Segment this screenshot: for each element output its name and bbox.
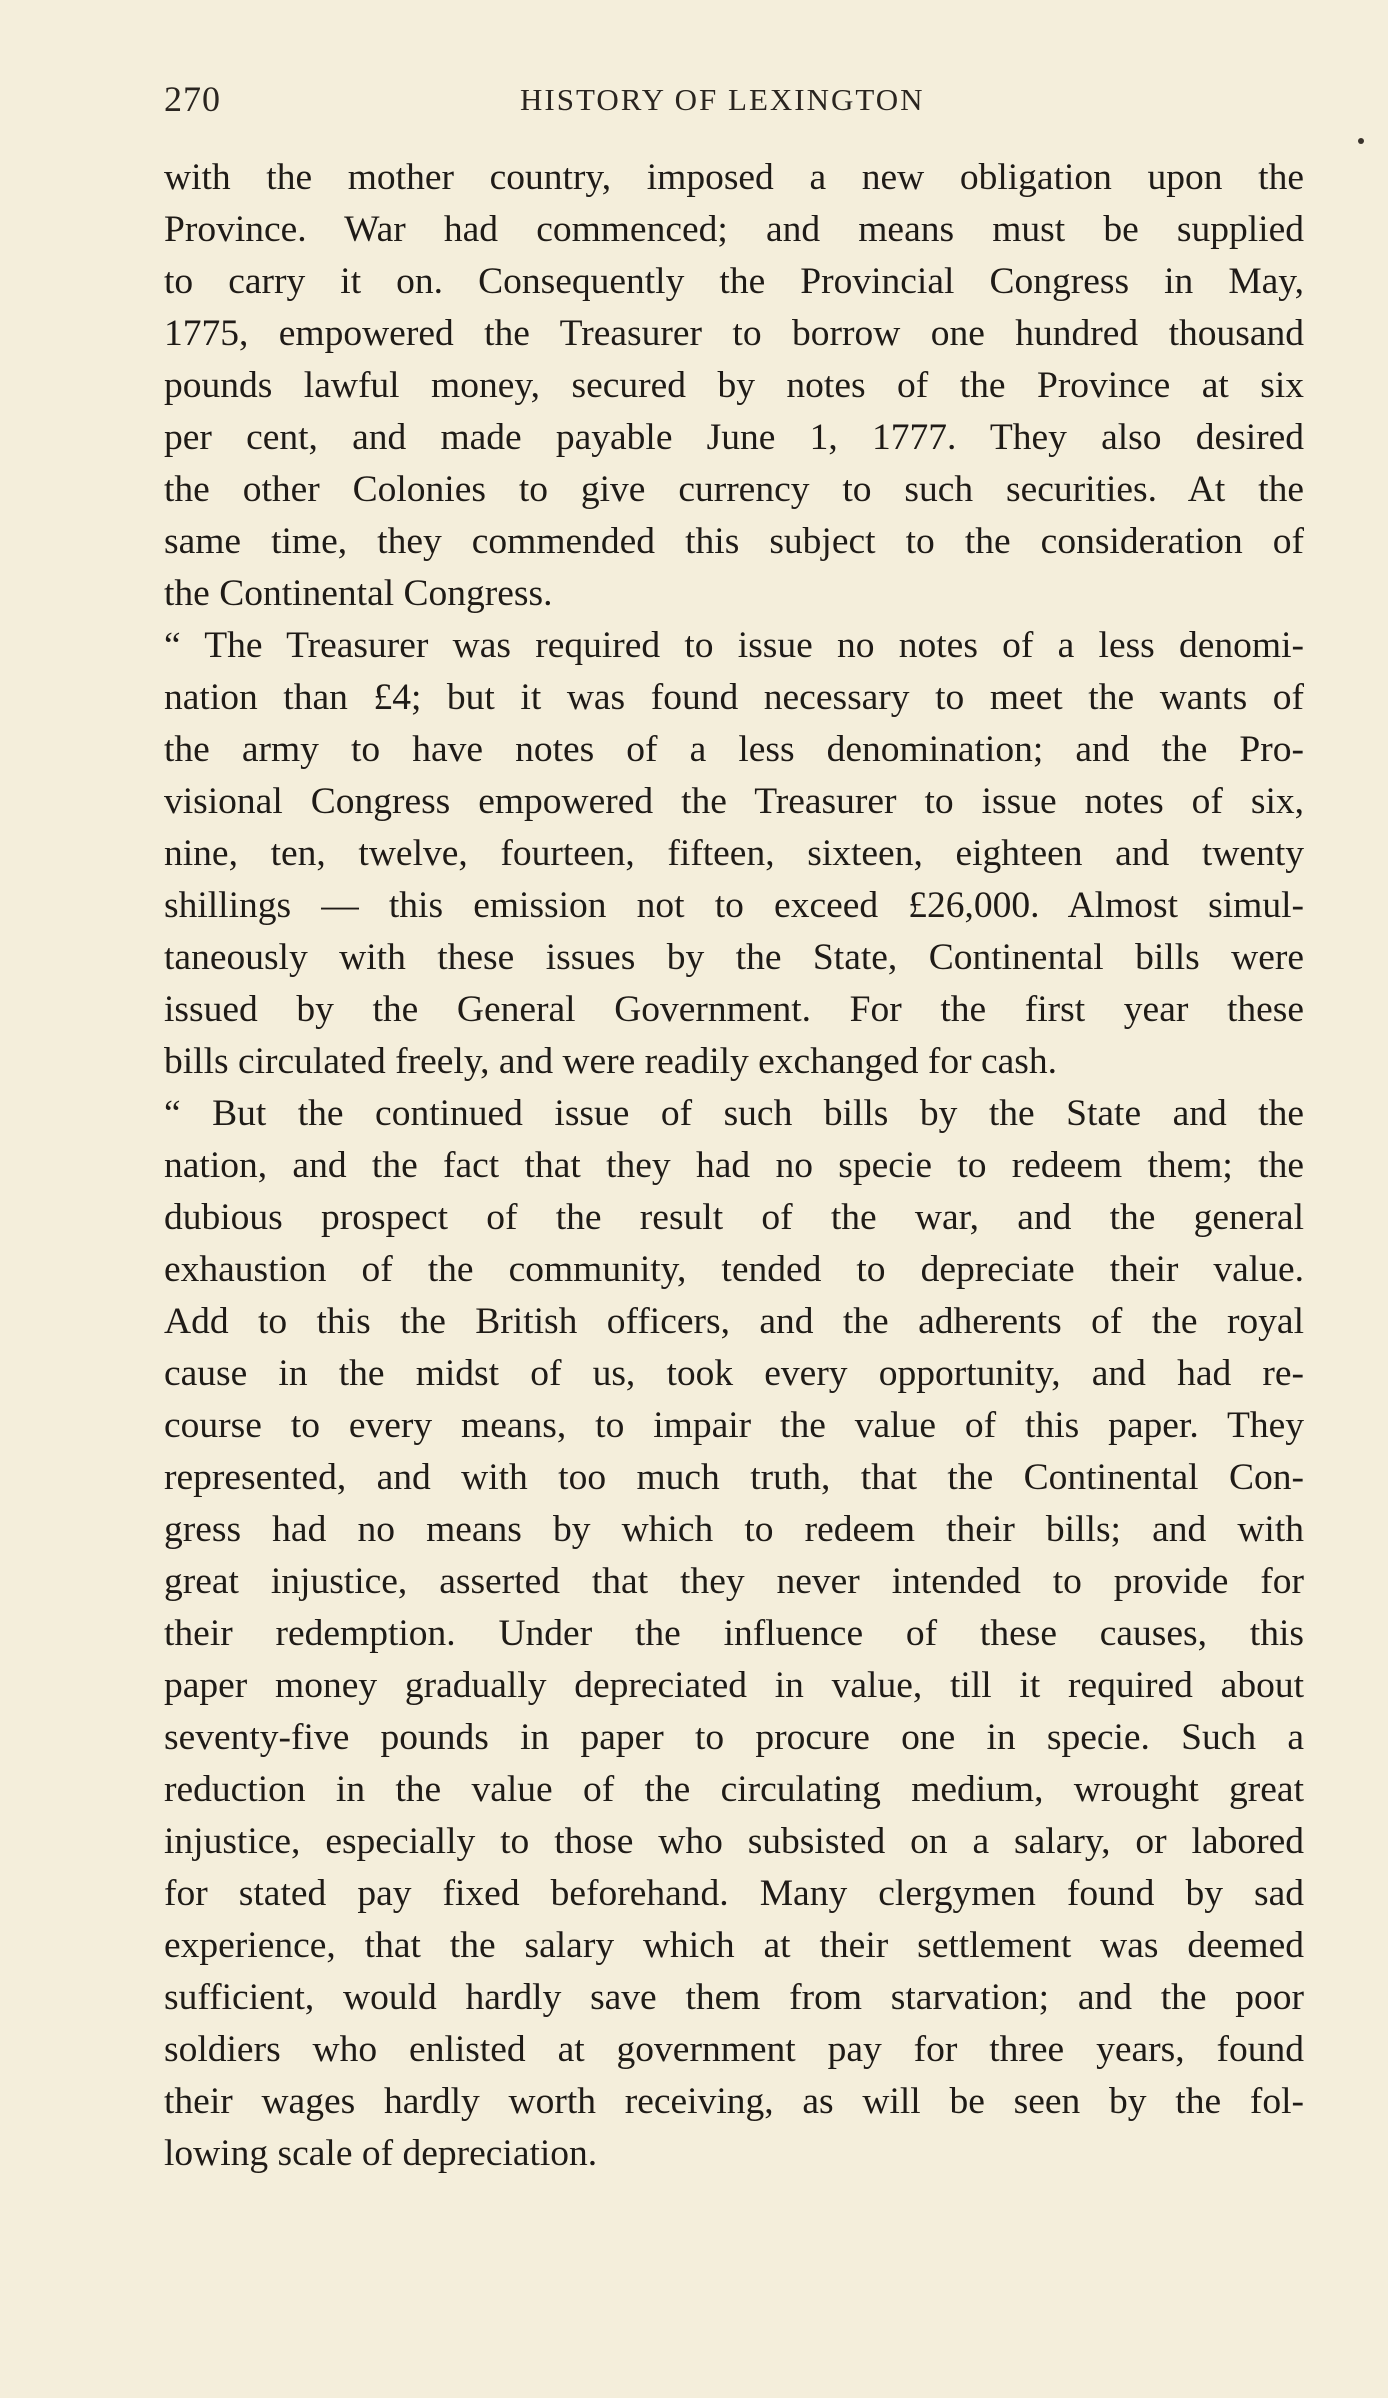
text-line: exhaustion of the community, tended to depreciate their value. bbox=[164, 1249, 1304, 1290]
text-line: Add to this the British officers, and the adherents of the royal bbox=[164, 1301, 1304, 1342]
text-line: nine, ten, twelve, fourteen, fifteen, sixteen, eighteen and twenty bbox=[164, 833, 1304, 874]
text-line: the other Colonies to give currency to such securities. At the bbox=[164, 469, 1304, 510]
text-line: paper money gradually depreciated in value, till it required about bbox=[164, 1665, 1304, 1706]
text-line: same time, they commended this subject to the consideration of bbox=[164, 521, 1304, 562]
text-line: seventy-five pounds in paper to procure one in specie. Such a bbox=[164, 1717, 1304, 1758]
text-line: with the mother country, imposed a new obligation upon the bbox=[164, 157, 1304, 198]
text-line: gress had no means by which to redeem their bills; and with bbox=[164, 1509, 1304, 1550]
text-line: great injustice, asserted that they never intended to provide for bbox=[164, 1561, 1304, 1602]
text-line: visional Congress empowered the Treasurer to issue notes of six, bbox=[164, 781, 1304, 822]
text-line: represented, and with too much truth, that the Continental Con- bbox=[164, 1457, 1304, 1498]
text-line: pounds lawful money, secured by notes of the Province at six bbox=[164, 365, 1304, 406]
text-line: soldiers who enlisted at government pay for three years, found bbox=[164, 2029, 1304, 2070]
text-line: “ But the continued issue of such bills by the State and the bbox=[164, 1093, 1304, 1134]
text-line: for stated pay fixed beforehand. Many clergymen found by sad bbox=[164, 1873, 1304, 1914]
body-text bbox=[164, 152, 1304, 2180]
text-line: course to every means, to impair the value of this paper. They bbox=[164, 1405, 1304, 1446]
text-line: “ The Treasurer was required to issue no notes of a less denomi- bbox=[164, 625, 1304, 666]
text-line: their redemption. Under the influence of these causes, this bbox=[164, 1613, 1304, 1654]
text-line: 1775, empowered the Treasurer to borrow one hundred thousand bbox=[164, 313, 1304, 354]
text-line: cause in the midst of us, took every opportunity, and had re- bbox=[164, 1353, 1304, 1394]
text-line: dubious prospect of the result of the war, and the general bbox=[164, 1197, 1304, 1238]
text-line: shillings — this emission not to exceed £26,000. Almost simul- bbox=[164, 885, 1304, 926]
running-title: HISTORY OF LEXINGTON bbox=[520, 82, 925, 117]
margin-dot bbox=[1358, 138, 1364, 144]
text-line: Province. War had commenced; and means must be supplied bbox=[164, 209, 1304, 250]
text-line: per cent, and made payable June 1, 1777. They also desired bbox=[164, 417, 1304, 458]
text-line: bills circulated freely, and were readily exchanged for cash. bbox=[164, 1041, 1057, 1082]
text-line: experience, that the salary which at their settlement was deemed bbox=[164, 1925, 1304, 1966]
text-line: taneously with these issues by the State, Continental bills were bbox=[164, 937, 1304, 978]
text-line: to carry it on. Consequently the Provincial Congress in May, bbox=[164, 261, 1304, 302]
page-number: 270 bbox=[164, 79, 221, 119]
text-line: the army to have notes of a less denomination; and the Pro- bbox=[164, 729, 1304, 770]
text-line: lowing scale of depreciation. bbox=[164, 2133, 598, 2174]
running-head bbox=[164, 78, 1304, 122]
text-line: sufficient, would hardly save them from starvation; and the poor bbox=[164, 1977, 1304, 2018]
text-line: reduction in the value of the circulating medium, wrought great bbox=[164, 1769, 1304, 1810]
text-line: issued by the General Government. For the first year these bbox=[164, 989, 1304, 1030]
text-line: nation than £4; but it was found necessary to meet the wants of bbox=[164, 677, 1304, 718]
text-line: nation, and the fact that they had no specie to redeem them; the bbox=[164, 1145, 1304, 1186]
text-line: their wages hardly worth receiving, as will be seen by the fol- bbox=[164, 2081, 1304, 2122]
text-line: the Continental Congress. bbox=[164, 573, 553, 614]
text-line: injustice, especially to those who subsisted on a salary, or labored bbox=[164, 1821, 1304, 1862]
